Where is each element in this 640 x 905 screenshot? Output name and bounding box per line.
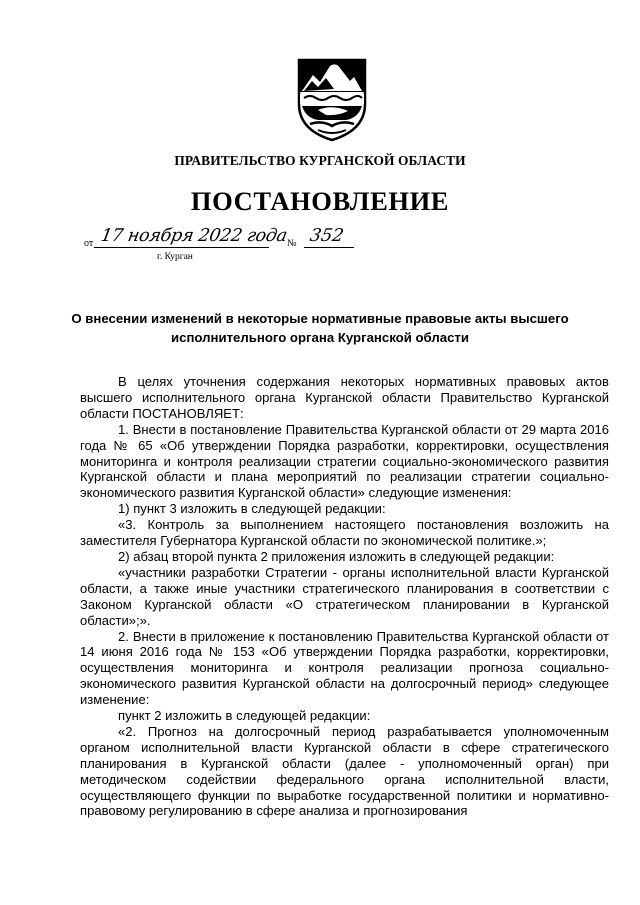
title-line: О внесении изменений в некоторые нормативные правовые акты высшего xyxy=(71,311,569,326)
document-type-heading: ПОСТАНОВЛЕНИЕ xyxy=(190,186,450,216)
paragraph: 2. Внести в приложение к постановлению Правительства Курганской области от 14 июня 2016 года № 153 «Об утверждении Порядка разработки, корректировки, осуществления мониторинга и контроля реализации прогноза социально-экономического развития Курганской области на долгосрочный период» следующее изменение: xyxy=(80,628,609,708)
paragraph: 1) пункт 3 изложить в следующей редакции: xyxy=(118,501,386,517)
date-handwritten: 17 ноября 2022 года xyxy=(99,226,289,246)
paragraph: В целях уточнения содержания некоторых нормативных правовых актов высшего исполнительного органа Курганской области Правительство Курганской области ПОСТАНОВЛЯЕТ: xyxy=(80,374,609,421)
city-label: г. Курган xyxy=(157,252,193,262)
paragraph: пункт 2 изложить в следующей редакции: xyxy=(118,708,371,724)
paragraph: 1. Внести в постановление Правительства Курганской области от 29 марта 2016 года № 65 «Об утверждении Порядка разработки, корректировки, осуществления мониторинга и контроля реализации стратегии социально-экономического развития Курганской области и плана мероприятий по реализации стратегии социально-экономического развития Курганской области» следующие изменения: xyxy=(80,421,609,501)
paragraph: «2. Прогноз на долгосрочный период разрабатывается уполномоченным органом исполнительной власти Курганской области в сфере стратегического планирования в Курганской области (далее - уполномоченный орган) при методическом содействии федерального органа исполнительной власти, осуществляющего функции по выработке государственной политики и нормативно-правовому регулированию в сфере анализа и прогнозирования xyxy=(80,723,609,819)
title-line: исполнительного органа Курганской области xyxy=(171,330,469,345)
paragraph: «3. Контроль за выполнением настоящего постановления возложить на заместителя Губернатора Курганской области по экономической политике.»; xyxy=(80,517,609,549)
date-from-label: от xyxy=(84,238,94,249)
date-number-block xyxy=(84,224,384,264)
date-underline xyxy=(94,247,269,248)
organization-name: ПРАВИТЕЛЬСТВО КУРГАНСКОЙ ОБЛАСТИ xyxy=(174,153,466,168)
number-label: № xyxy=(287,238,297,249)
document-title xyxy=(0,309,640,347)
number-handwritten: 352 xyxy=(308,226,346,246)
paragraph: «участники разработки Стратегии - органы исполнительной власти Курганской области, а также иные участники стратегического планирования в соответствии с Законом Курганской области «О стратегическом планировании в Курганской области»;». xyxy=(80,564,609,628)
kurgan-region-coat-of-arms-icon xyxy=(296,58,368,142)
document-body xyxy=(80,374,609,819)
paragraph: 2) абзац второй пункта 2 приложения изложить в следующей редакции: xyxy=(118,548,555,564)
number-underline xyxy=(304,247,354,248)
